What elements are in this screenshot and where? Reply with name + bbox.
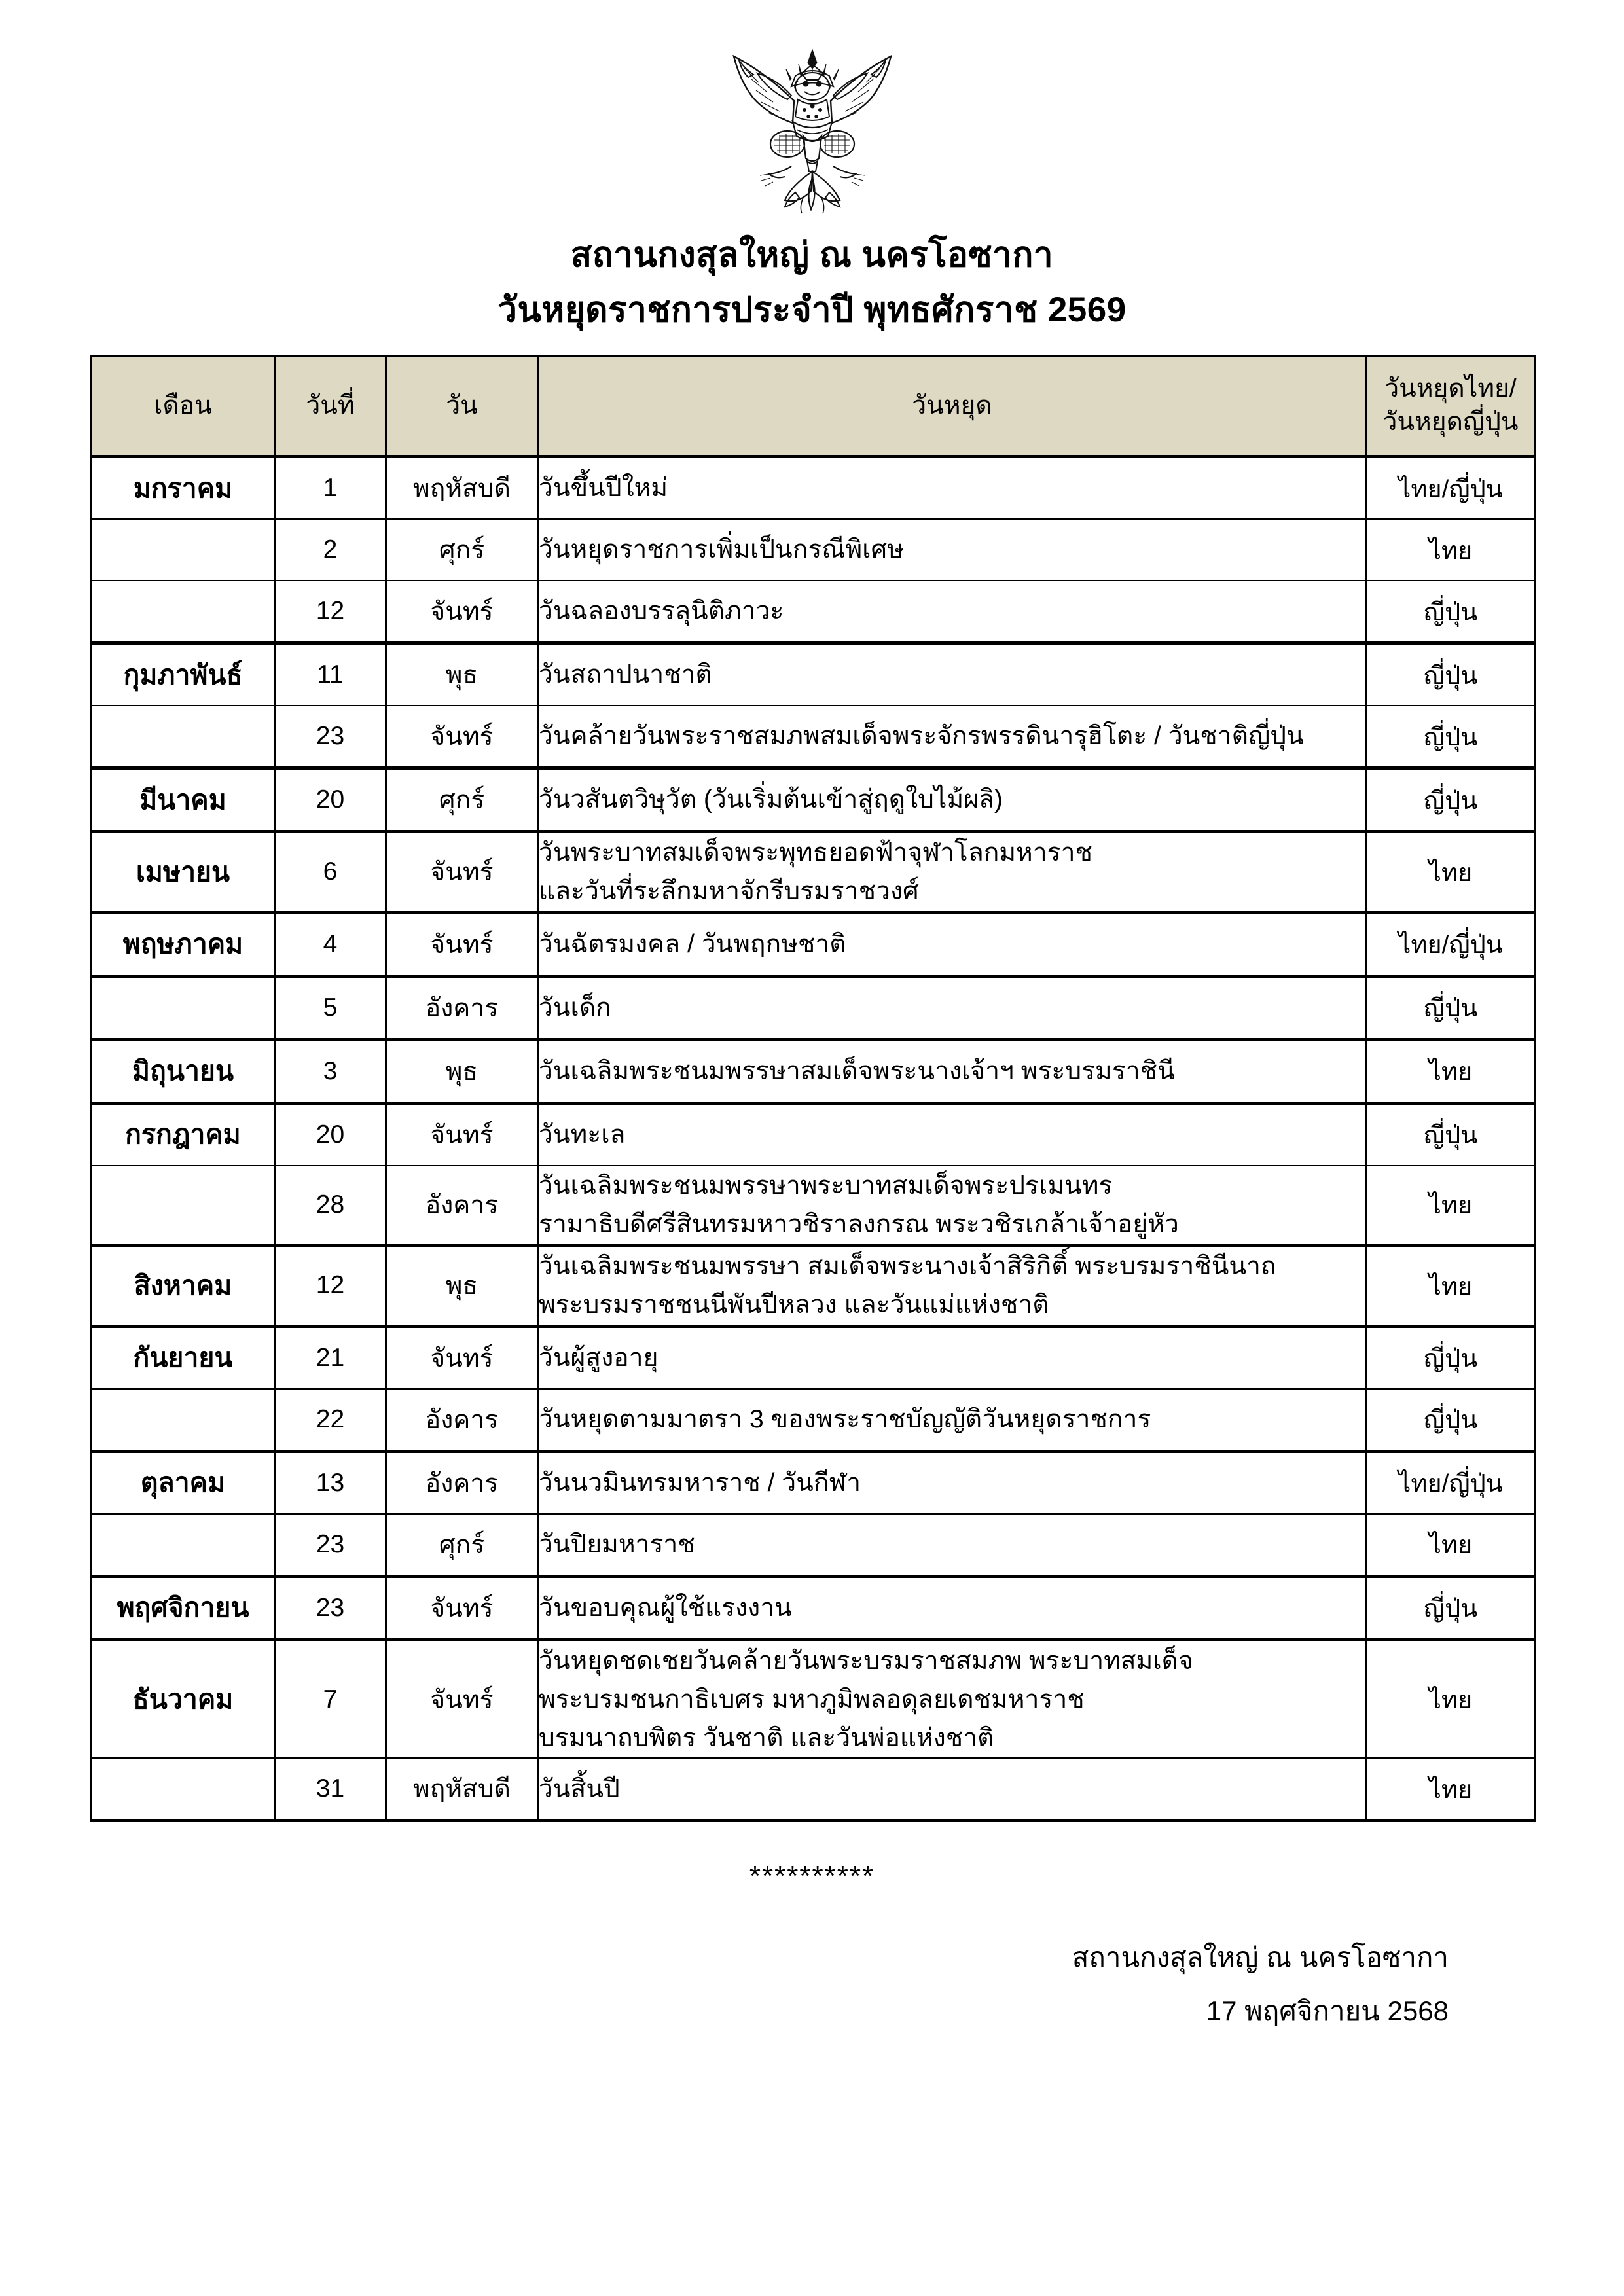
cell-month: [92, 1166, 275, 1246]
table-row: [92, 976, 1535, 1039]
cell-day: ศุกร์: [386, 519, 538, 581]
cell-day: ศุกร์: [386, 1514, 538, 1577]
holiday-name-line: วันวสันตวิษุวัต (วันเริ่มต้นเข้าสู่ฤดูใบไม้ผลิ): [539, 785, 1003, 814]
cell-country: ไทย: [1367, 1039, 1535, 1103]
cell-date: 20: [275, 1103, 386, 1166]
cell-holiday-name: [538, 1514, 1367, 1577]
cell-date: 20: [275, 768, 386, 832]
cell-country: ญี่ปุ่น: [1367, 1389, 1535, 1452]
holiday-name-line: รามาธิบดีศรีสินทรมหาวชิราลงกรณ พระวชิรเกล้าเจ้าอยู่หัว: [539, 1210, 1179, 1238]
cell-date: 22: [275, 1389, 386, 1452]
cell-holiday-name: [538, 706, 1367, 768]
table-row: [92, 1389, 1535, 1452]
cell-month: สิงหาคม: [92, 1246, 275, 1327]
table-row: [92, 1514, 1535, 1577]
cell-date: 11: [275, 643, 386, 706]
separator-asterisks: **********: [749, 1860, 875, 1893]
holiday-name-line: พระบรมราชชนนีพันปีหลวง และวันแม่แห่งชาติ: [539, 1291, 1049, 1319]
page-subtitle: วันหยุดราชการประจำปี พุทธศักราช 2569: [497, 290, 1127, 329]
cell-holiday-name: [538, 1640, 1367, 1758]
cell-country: ไทย: [1367, 832, 1535, 913]
table-body: [92, 457, 1535, 1821]
column-header-holiday: วันหยุด: [538, 356, 1367, 457]
table-row: [92, 706, 1535, 768]
cell-country: ไทย: [1367, 519, 1535, 581]
cell-day: พุธ: [386, 1246, 538, 1327]
cell-day: จันทร์: [386, 1576, 538, 1640]
cell-date: 31: [275, 1758, 386, 1821]
cell-date: 5: [275, 976, 386, 1039]
cell-holiday-name: [538, 1326, 1367, 1389]
cell-date: 4: [275, 912, 386, 976]
emblem-container: [0, 0, 1624, 223]
column-header-month: เดือน: [92, 356, 275, 457]
cell-day: จันทร์: [386, 1640, 538, 1758]
holiday-name-line: พระบรมชนกาธิเบศร มหาภูมิพลอดุลยเดชมหาราช: [539, 1685, 1085, 1713]
cell-holiday-name: [538, 1758, 1367, 1821]
holiday-table-container: [90, 355, 1534, 1822]
holiday-name-line: วันขึ้นปีใหม่: [539, 474, 668, 503]
cell-month: พฤษภาคม: [92, 912, 275, 976]
holiday-name-line: วันหยุดราชการเพิ่มเป็นกรณีพิเศษ: [539, 535, 904, 564]
table-row: [92, 832, 1535, 913]
cell-country: ญี่ปุ่น: [1367, 1576, 1535, 1640]
holiday-name-line: บรมนาถบพิตร วันชาติ และวันพ่อแห่งชาติ: [539, 1724, 994, 1753]
cell-holiday-name: [538, 1389, 1367, 1452]
cell-day: ศุกร์: [386, 768, 538, 832]
holiday-name-line: วันผู้สูงอายุ: [539, 1344, 659, 1372]
holiday-name-line: วันขอบคุณผู้ใช้แรงงาน: [539, 1594, 792, 1623]
column-header-country: [1367, 356, 1535, 457]
cell-month: [92, 976, 275, 1039]
holiday-name-line: วันฉัตรมงคล / วันพฤกษชาติ: [539, 929, 846, 958]
table-row: [92, 1451, 1535, 1514]
header-row: [92, 356, 1535, 457]
cell-month: ธันวาคม: [92, 1640, 275, 1758]
cell-month: [92, 1758, 275, 1821]
holiday-name-line: วันฉลองบรรลุนิติภาวะ: [539, 597, 784, 626]
cell-month: กันยายน: [92, 1326, 275, 1389]
table-row: [92, 1758, 1535, 1821]
table-row: [92, 581, 1535, 643]
cell-month: เมษายน: [92, 832, 275, 913]
holiday-name-line: วันเด็ก: [539, 993, 611, 1022]
signature-office: สถานกงสุลใหญ่ ณ นครโอซากา: [1072, 1942, 1449, 1973]
table-row: [92, 1246, 1535, 1327]
cell-date: 1: [275, 457, 386, 520]
cell-month: ตุลาคม: [92, 1451, 275, 1514]
holiday-name-line: วันนวมินทรมหาราช / วันกีฬา: [539, 1469, 861, 1498]
cell-month: [92, 519, 275, 581]
country-header-line-1: วันหยุดไทย/: [1384, 374, 1517, 403]
cell-date: 13: [275, 1451, 386, 1514]
cell-country: ไทย/ญี่ปุ่น: [1367, 1451, 1535, 1514]
cell-month: มิถุนายน: [92, 1039, 275, 1103]
cell-month: มกราคม: [92, 457, 275, 520]
cell-day: จันทร์: [386, 832, 538, 913]
table-row: [92, 1166, 1535, 1246]
page-title: สถานกงสุลใหญ่ ณ นครโอซากา: [570, 236, 1054, 274]
cell-day: จันทร์: [386, 912, 538, 976]
cell-holiday-name: [538, 912, 1367, 976]
column-header-date: วันที่: [275, 356, 386, 457]
holiday-name-line: วันพระบาทสมเด็จพระพุทธยอดฟ้าจุฬาโลกมหาราช: [539, 838, 1092, 867]
signature-block: [0, 1931, 1624, 2038]
table-header: [92, 356, 1535, 457]
title-block: [0, 232, 1624, 333]
cell-date: 2: [275, 519, 386, 581]
cell-holiday-name: [538, 519, 1367, 581]
cell-day: จันทร์: [386, 1103, 538, 1166]
country-header-line-2: วันหยุดญี่ปุ่น: [1382, 408, 1519, 437]
cell-holiday-name: [538, 832, 1367, 913]
cell-country: ไทย: [1367, 1758, 1535, 1821]
cell-date: 7: [275, 1640, 386, 1758]
cell-date: 21: [275, 1326, 386, 1389]
cell-holiday-name: [538, 1039, 1367, 1103]
cell-day: จันทร์: [386, 1326, 538, 1389]
cell-month: [92, 1514, 275, 1577]
cell-day: อังคาร: [386, 1389, 538, 1452]
cell-month: [92, 581, 275, 643]
cell-month: [92, 1389, 275, 1452]
cell-date: 12: [275, 581, 386, 643]
cell-date: 23: [275, 706, 386, 768]
table-row: [92, 1039, 1535, 1103]
cell-month: มีนาคม: [92, 768, 275, 832]
holiday-name-line: วันหยุดตามมาตรา 3 ของพระราชบัญญัติวันหยุดราชการ: [539, 1405, 1151, 1434]
cell-country: ญี่ปุ่น: [1367, 976, 1535, 1039]
cell-country: ญี่ปุ่น: [1367, 581, 1535, 643]
cell-country: ไทย: [1367, 1640, 1535, 1758]
cell-date: 23: [275, 1514, 386, 1577]
holiday-name-line: วันคล้ายวันพระราชสมภพสมเด็จพระจักรพรรดินารุฮิโตะ / วันชาติญี่ปุ่น: [539, 722, 1304, 751]
cell-country: ญี่ปุ่น: [1367, 1326, 1535, 1389]
cell-holiday-name: [538, 1451, 1367, 1514]
table-row: [92, 457, 1535, 520]
cell-day: อังคาร: [386, 1166, 538, 1246]
cell-country: ญี่ปุ่น: [1367, 1103, 1535, 1166]
cell-holiday-name: [538, 1166, 1367, 1246]
cell-country: ไทย/ญี่ปุ่น: [1367, 912, 1535, 976]
holiday-name-line: วันปิยมหาราช: [539, 1530, 695, 1559]
holiday-name-line: วันทะเล: [539, 1120, 626, 1149]
holiday-name-line: วันหยุดชดเชยวันคล้ายวันพระบรมราชสมภพ พระบาทสมเด็จ: [539, 1646, 1193, 1675]
holiday-name-line: วันเฉลิมพระชนมพรรษา สมเด็จพระนางเจ้าสิริกิติ์ พระบรมราชินีนาถ: [539, 1252, 1276, 1281]
table-row: [92, 912, 1535, 976]
column-header-day: วัน: [386, 356, 538, 457]
cell-holiday-name: [538, 643, 1367, 706]
cell-country: ไทย/ญี่ปุ่น: [1367, 457, 1535, 520]
cell-holiday-name: [538, 1246, 1367, 1327]
table-row: [92, 1576, 1535, 1640]
table-row: [92, 1103, 1535, 1166]
table-row: [92, 519, 1535, 581]
cell-country: ญี่ปุ่น: [1367, 643, 1535, 706]
cell-day: พุธ: [386, 643, 538, 706]
holiday-name-line: วันสิ้นปี: [539, 1774, 620, 1803]
cell-day: พฤหัสบดี: [386, 1758, 538, 1821]
table-row: [92, 1640, 1535, 1758]
cell-date: 23: [275, 1576, 386, 1640]
cell-month: กุมภาพันธ์: [92, 643, 275, 706]
cell-day: พฤหัสบดี: [386, 457, 538, 520]
cell-day: อังคาร: [386, 976, 538, 1039]
cell-country: ไทย: [1367, 1246, 1535, 1327]
signature-date: 17 พฤศจิกายน 2568: [1206, 1996, 1449, 2027]
cell-date: 6: [275, 832, 386, 913]
cell-day: จันทร์: [386, 706, 538, 768]
holiday-name-line: วันเฉลิมพระชนมพรรษาสมเด็จพระนางเจ้าฯ พระบรมราชินี: [539, 1056, 1175, 1085]
cell-day: จันทร์: [386, 581, 538, 643]
cell-country: ญี่ปุ่น: [1367, 706, 1535, 768]
table-row: [92, 768, 1535, 832]
cell-country: ญี่ปุ่น: [1367, 768, 1535, 832]
table-row: [92, 1326, 1535, 1389]
cell-month: [92, 706, 275, 768]
cell-date: 3: [275, 1039, 386, 1103]
cell-holiday-name: [538, 768, 1367, 832]
cell-holiday-name: [538, 1103, 1367, 1166]
cell-day: พุธ: [386, 1039, 538, 1103]
cell-holiday-name: [538, 457, 1367, 520]
cell-country: ไทย: [1367, 1514, 1535, 1577]
holiday-name-line: วันเฉลิมพระชนมพรรษาพระบาทสมเด็จพระปรเมนทร: [539, 1171, 1113, 1200]
cell-date: 12: [275, 1246, 386, 1327]
cell-holiday-name: [538, 581, 1367, 643]
cell-country: ไทย: [1367, 1166, 1535, 1246]
cell-day: อังคาร: [386, 1451, 538, 1514]
table-row: [92, 643, 1535, 706]
cell-month: กรกฎาคม: [92, 1103, 275, 1166]
cell-month: พฤศจิกายน: [92, 1576, 275, 1640]
cell-holiday-name: [538, 1576, 1367, 1640]
cell-holiday-name: [538, 976, 1367, 1039]
cell-date: 28: [275, 1166, 386, 1246]
garuda-emblem: [714, 38, 911, 223]
holiday-table: [90, 355, 1536, 1822]
holiday-name-line: วันสถาปนาชาติ: [539, 660, 712, 689]
holiday-name-line: และวันที่ระลึกมหาจักรีบรมราชวงศ์: [539, 877, 919, 906]
